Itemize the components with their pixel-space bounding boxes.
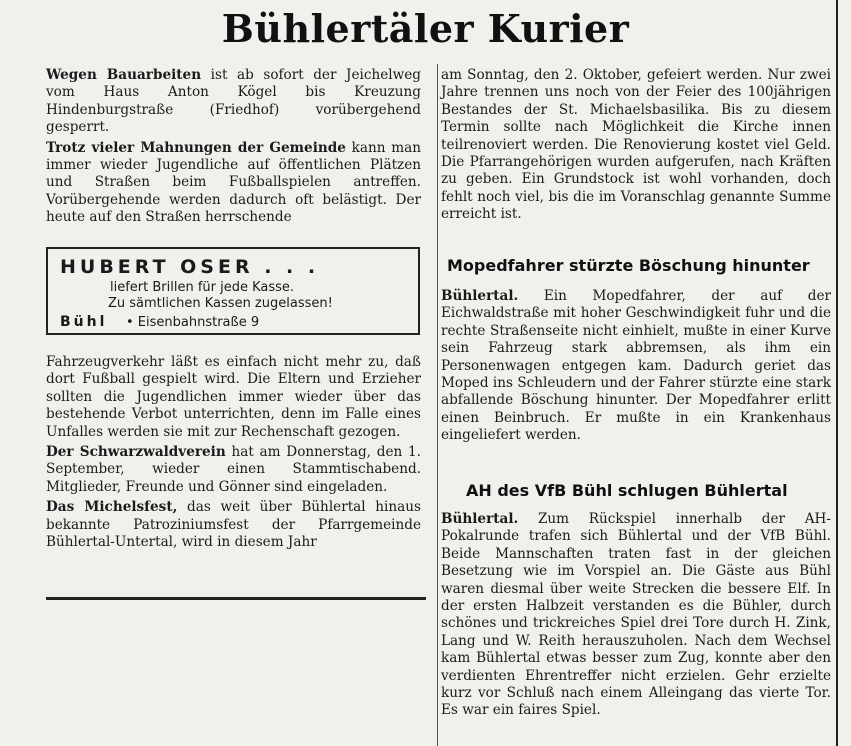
article-moped-body — [441, 288, 831, 445]
advertisement-box — [46, 247, 420, 335]
ad-line-1: liefert Brillen für jede Kasse. — [110, 280, 295, 295]
article-football-dateline: Bühlertal. — [441, 511, 519, 527]
article-football — [441, 511, 831, 720]
headline-moped: Mopedfahrer stürzte Böschung hinunter — [447, 256, 810, 275]
michelsfest-continued: am Sonntag, den 2. Oktober, gefeiert werden. Nur zwei Jahre trennen uns noch von der Feier des 100jährigen Bestandes der St. Michaelsbasilika. Bis zu diesem Termin sollte nach Möglichkeit die Kirche innen teilrenoviert werden. Die Renovierung kostet viel Geld. Die Pfarrangehörigen wurden aufgerufen, nach Kräften zu geben. Ein Grundstock ist wohl vorhanden, doch fehlt noch viel, bis die im Voranschlag genannte Summe erreicht ist. — [441, 67, 831, 223]
ad-city: Bühl — [60, 314, 108, 330]
notice-football-lead: Trotz vieler Mahnungen der Gemeinde — [46, 139, 346, 156]
article-football-text: Zum Rückspiel innerhalb der AH-Pokalrunde trafen sich Bühlertal und der VfB Bühl. Beide Mannschaften traten fast in der gleichen Besetzung wie im Vorspiel an. Die Gäste aus Bühl waren diesmal über weite Strecken die bessere Elf. In der ersten Halbzeit verstanden es die Bühler, durch schönes und trickreiches Spiel drei Tore durch H. Zink, Lang und W. Reith herauszuholen. Nach dem Wechsel kam Bühlertal etwas besser zum Zug, konnte aber den verdienten Ehrentreffer nicht erzielen. Gehr erzielte kurz vor Schluß nach einem Alleingang das vierte Tor. Es war ein faires Spiel. — [441, 511, 831, 719]
ad-business-name: HUBERT OSER . . . — [60, 256, 320, 278]
notice-schwarzwaldverein-lead: Der Schwarzwaldverein — [46, 444, 226, 461]
notice-football-text: kann man immer wieder Jugendliche auf öffentlichen Plätzen und Straßen beim Fußballspielen antreffen. Vorübergehende werden dadurch oft belästigt. Der heute auf den Straßen herrschende — [46, 139, 421, 226]
article-football-body — [441, 511, 831, 720]
notice-football-continued: Fahrzeugverkehr läßt es einfach nicht mehr zu, daß dort Fußball gespielt wird. Die Eltern und Erzieher sollten die Jugendlichen immer wieder über das bestehende Verbot unterrichten, denn im Falle eines Unfalles werden sie mit zur Rechenschaft gezogen. — [46, 354, 421, 440]
notice-schwarzwaldverein-text: hat am Donnerstag, den 1. September, wieder einen Stammtischabend. Mitglieder, Freunde und Gönner sind eingeladen. — [46, 444, 421, 495]
notice-schwarzwaldverein — [46, 444, 421, 496]
notice-michelsfest-text: das weit über Bühlertal hinaus bekannte Patroziniumsfest der Pfarrgemeinde Bühlertal-Untertal, wird in diesem Jahr — [46, 499, 421, 551]
article-moped — [441, 288, 831, 445]
left-column-bottom — [46, 354, 421, 551]
notice-football — [46, 140, 421, 227]
masthead-title: Bühlertäler Kurier — [221, 6, 630, 51]
notice-roadwork — [46, 67, 421, 137]
ad-line-2: Zu sämtlichen Kassen zugelassen! — [108, 296, 333, 311]
left-column-top — [46, 67, 421, 227]
page-edge-rule — [836, 0, 838, 746]
article-moped-dateline: Bühlertal. — [441, 288, 519, 304]
ad-address: • Eisenbahnstraße 9 — [126, 315, 260, 330]
notice-roadwork-lead: Wegen Bauarbeiten — [46, 67, 202, 83]
right-column-top — [441, 67, 831, 224]
left-column-end-rule — [46, 597, 426, 600]
notice-michelsfest-lead: Das Michelsfest, — [46, 499, 178, 516]
notice-roadwork-text: ist ab sofort der Jeichelweg vom Haus Anton Kögel bis Kreuzung Hindenburgstraße (Friedhof) vorübergehend gesperrt. — [46, 67, 422, 136]
notice-michelsfest — [46, 499, 421, 551]
article-moped-text: Ein Mopedfahrer, der auf der Eichwaldstraße mit hoher Geschwindigkeit fuhr und die rechte Straßenseite nicht einhielt, mußte in einer Kurve sein Fahrzeug stark abbremsen, als ihm ein Personenwagen entgegen kam. Dadurch geriet das Moped ins Schleudern und der Fahrer stürzte eine stark abfallende Böschung hinunter. Der Mopedfahrer erlitt einen Beinbruch. Er mußte in ein Krankenhaus eingeliefert werden. — [441, 288, 831, 444]
column-divider — [437, 64, 438, 746]
headline-football: AH des VfB Bühl schlugen Bühlertal — [466, 481, 788, 500]
